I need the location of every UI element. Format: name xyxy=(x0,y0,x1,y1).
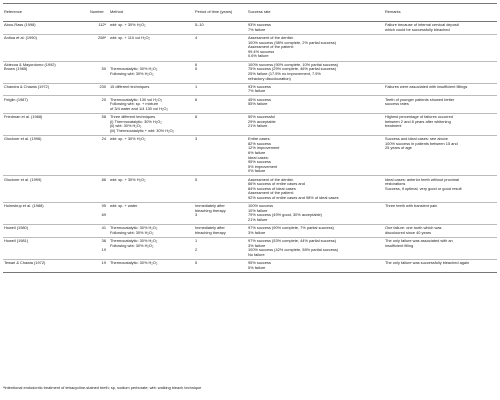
cell-reference-line: Anitua et al. (1990) xyxy=(4,36,37,41)
cell-method-line: Following wbt: sp. + mixture xyxy=(110,102,159,107)
cell-number-line: 258ᵃ xyxy=(98,36,106,41)
cell-method xyxy=(109,96,194,113)
cell-number xyxy=(89,61,109,83)
cell-remarks-line: Failures were associated with insufficient fillings xyxy=(385,84,468,89)
cell-reference-line: Howell (1980) xyxy=(4,226,29,231)
cell-success-rate-line: 82% success xyxy=(248,141,271,146)
table-row xyxy=(3,34,497,61)
table-row xyxy=(3,61,497,83)
cell-method-line: wbt: sp. + water xyxy=(110,204,138,209)
cell-method xyxy=(109,260,194,273)
cell-remarks-line xyxy=(385,63,496,68)
cell-reference xyxy=(3,136,89,176)
cell-remarks-line: Teeth of younger patients showed better xyxy=(385,97,455,102)
cell-method xyxy=(109,113,194,135)
cell-method-line: wbt: sp. + 30% H₂O₂ xyxy=(110,177,146,182)
cell-reference-line: Glockner et al. (1996) xyxy=(4,137,42,142)
cell-success-rate-line: 100% success (42% complete, 58% partial success) xyxy=(248,248,339,253)
cell-success-rate-line: 100% success (90% complete, 10% partial success) xyxy=(248,62,339,67)
table-row xyxy=(3,22,497,35)
cell-number xyxy=(89,34,109,61)
cell-method-line: 15 different techniques xyxy=(110,84,150,89)
cell-remarks xyxy=(384,225,497,238)
cell-reference-line: Feiglin (1987) xyxy=(4,97,28,102)
cell-success-rate-line: 5% failure xyxy=(248,265,266,270)
cell-success-rate xyxy=(247,136,384,176)
cell-reference-line: Friedman et al. (1988) xyxy=(4,115,43,120)
cell-reference xyxy=(3,96,89,113)
cell-number-line: 24 xyxy=(101,137,106,142)
cell-period xyxy=(194,113,247,135)
cell-success-rate xyxy=(247,34,384,61)
table-body xyxy=(3,22,497,273)
cell-success-rate-line: 79% success (49% good, 30% acceptable) xyxy=(248,213,322,218)
cell-method-line: of 3/4 water and 1/4 130 vol H₂O₂ xyxy=(110,106,168,111)
cell-success-rate-line: 45% success xyxy=(248,97,271,102)
cell-method-line: Thermocatalytic: 30% H₂O₂ xyxy=(110,67,158,72)
cell-success-rate-line: 21% failure xyxy=(248,124,268,129)
cell-success-rate-line: 29% acceptable xyxy=(248,119,276,124)
cell-method xyxy=(109,34,194,61)
cell-success-rate-line: 12% improvement xyxy=(248,146,280,151)
cell-remarks xyxy=(384,136,497,176)
cell-method xyxy=(109,22,194,35)
cell-period-line: 5 xyxy=(195,67,198,72)
cell-reference-line: Holmstrup et al. (1988) xyxy=(4,204,44,209)
cell-method-line: wbt: sp. + 110 vol H₂O₂ xyxy=(110,36,151,41)
cell-number xyxy=(89,113,109,135)
cell-method-line: Thermocatalytic: 30% H₂O₂ xyxy=(110,261,158,266)
table-row xyxy=(3,113,497,135)
cell-period xyxy=(194,136,247,176)
table-header-row xyxy=(3,4,497,22)
cell-remarks xyxy=(384,238,497,260)
cell-remarks-line: 25 years of age xyxy=(385,146,412,151)
cell-number xyxy=(89,136,109,176)
cell-reference-line: Aldecoa & Mayordomo (1992) xyxy=(4,62,56,67)
cell-method-line: Following wbt: 30% H₂O₂ xyxy=(110,230,154,235)
cell-period-line: 4 xyxy=(195,36,198,41)
cell-success-rate-line: 93% success xyxy=(248,84,271,89)
cell-success-rate-line: 97% success (90% complete, 7% partial success) xyxy=(248,226,334,231)
cell-number xyxy=(89,225,109,238)
cell-reference xyxy=(3,83,89,96)
cell-period-line: 1 xyxy=(195,239,198,244)
header-period: Period of time (years) xyxy=(194,4,247,22)
cell-success-rate-line: Assessment of the patient: xyxy=(248,191,294,196)
cell-remarks-line: restorations xyxy=(385,182,406,187)
cell-remarks-line: which could be successfully bleached xyxy=(385,27,450,32)
cell-remarks-line: The only failure was successfully bleached again xyxy=(385,261,470,266)
table-row xyxy=(3,238,497,260)
table-row xyxy=(3,83,497,96)
cell-period-line: 1 xyxy=(195,84,198,89)
cell-number xyxy=(89,83,109,96)
cell-number-line: 50 xyxy=(101,67,106,72)
cell-success-rate xyxy=(247,203,384,225)
table-row xyxy=(3,136,497,176)
cell-period xyxy=(194,22,247,35)
cell-method xyxy=(109,176,194,203)
cell-success-rate-line: 93% success xyxy=(248,23,271,28)
table-row xyxy=(3,203,497,225)
cell-success-rate-line: Assessment of the dentist: xyxy=(248,177,294,182)
cell-remarks-line: success rates xyxy=(385,102,409,107)
cell-period xyxy=(194,96,247,113)
cell-method-line: wbt: sp. + 30% H₂O₂ xyxy=(110,137,146,142)
cell-period xyxy=(194,238,247,260)
cell-method-line: (iii) Thermocatalytic + wbt: 30% H₂O₂ xyxy=(110,128,175,133)
cell-remarks-line: The only failure was associated with an xyxy=(385,239,453,244)
cell-number xyxy=(89,22,109,35)
cell-success-rate xyxy=(247,260,384,273)
cell-success-rate xyxy=(247,96,384,113)
cell-reference-line: Tewari & Chawla (1972) xyxy=(4,261,46,266)
cell-reference xyxy=(3,61,89,83)
cell-number-line: 36 xyxy=(101,239,106,244)
cell-method-line: Following wbt: 30% H₂O₂ xyxy=(110,243,154,248)
cell-method-line: Three different techniques xyxy=(110,115,156,120)
cell-remarks-line: Success and ideal cases: see above xyxy=(385,137,448,142)
cell-reference xyxy=(3,34,89,61)
table-row xyxy=(3,225,497,238)
cell-remarks-line: Success, if optimal, very good or good result xyxy=(385,186,462,191)
cell-success-rate-line: 7% failure xyxy=(248,27,266,32)
cell-remarks-line: discoloured since 40 years xyxy=(385,230,432,235)
cell-period-line: 5–10 xyxy=(195,23,204,28)
cell-success-rate-line: 97% success (53% complete, 44% partial success) xyxy=(248,239,337,244)
cell-success-rate-line: 0.6% failure xyxy=(248,54,269,59)
header-method: Method xyxy=(109,4,194,22)
cell-reference xyxy=(3,260,89,273)
cell-success-rate-line: 0% failure xyxy=(248,169,266,174)
cell-number xyxy=(89,238,109,260)
cell-method-line: (ii) wbt: 30% H₂O₂ xyxy=(110,124,142,129)
cell-period-line: Immediately after xyxy=(195,204,225,209)
cell-period-line: 5 xyxy=(195,177,198,182)
cell-period xyxy=(194,176,247,203)
cell-remarks xyxy=(384,203,497,225)
cell-success-rate-line: 10% failure xyxy=(248,208,268,213)
footnote: ᵃIntentional endodontic treatment of tetracycline-stained teeth; sp, sodium perborate; wbt: walking bleach technique xyxy=(3,385,202,390)
cell-success-rate-line: 6% failure xyxy=(248,150,266,155)
cell-number-line: 41 xyxy=(101,226,106,231)
cell-success-rate-line: 92% success of entire cases and 98% of ideal cases xyxy=(248,196,339,200)
cell-method-line: Thermocatalytic: 30% H₂O₂ xyxy=(110,239,158,244)
cell-number xyxy=(89,203,109,225)
cell-period-line: 5 xyxy=(195,261,198,266)
cell-remarks-line xyxy=(385,36,496,41)
cell-method-line: wbt: sp. + 30% H₂O₂ xyxy=(110,23,146,28)
cell-remarks xyxy=(384,113,497,135)
cell-success-rate xyxy=(247,83,384,96)
cell-method-line: (i) Thermocatalytic: 30% H₂O₂ xyxy=(110,119,162,124)
cell-remarks-line: 100% success in patients between 15 and xyxy=(385,141,458,146)
cell-number xyxy=(89,176,109,203)
cell-method-line: Following wbt: 30% H₂O₂ xyxy=(110,71,154,76)
cell-success-rate-line: Assessment of the patient: xyxy=(248,45,294,50)
cell-number-line: 19 xyxy=(101,261,106,266)
cell-success-rate-line: Entire cases: xyxy=(248,137,271,142)
cell-method xyxy=(109,238,194,260)
cell-period xyxy=(194,34,247,61)
cell-success-rate xyxy=(247,113,384,135)
cell-reference xyxy=(3,203,89,225)
cell-success-rate-line: 100% success (98% complete, 2% partial success) xyxy=(248,40,337,45)
cell-success-rate-line: 5% improvement xyxy=(248,164,278,169)
cell-success-rate-line: 55% failure xyxy=(248,102,268,107)
cell-success-rate-line: 99.4% success xyxy=(248,49,275,54)
cell-remarks xyxy=(384,260,497,273)
cell-success-rate-line: 25% failure (17.5% no improvement, 7.5% xyxy=(248,71,321,76)
cell-remarks-line: Highest percentage of failures occurred xyxy=(385,115,453,120)
cell-success-rate xyxy=(247,225,384,238)
header-number: Number xyxy=(89,4,109,22)
cell-reference-line: Howell (1981) xyxy=(4,239,29,244)
cell-number-line: 69 xyxy=(101,213,106,218)
cell-success-rate-line: 50% successful xyxy=(248,115,276,120)
cell-period-line: Immediately after xyxy=(195,226,225,231)
cell-period-line: 2 xyxy=(195,248,198,253)
cell-success-rate-line: 75% success (29% complete, 46% partial success) xyxy=(248,67,337,72)
results-table xyxy=(3,3,497,273)
cell-period-line: 6 xyxy=(195,62,198,67)
cell-success-rate-line: 3% failure xyxy=(248,230,266,235)
cell-success-rate-line: 66% success of entire cases and xyxy=(248,182,305,187)
cell-remarks xyxy=(384,22,497,35)
cell-number-line: 20 xyxy=(101,97,106,102)
cell-success-rate-line: 100% success xyxy=(248,204,274,209)
cell-method-line: Thermocatalytic: 130 vol H₂O₂ xyxy=(110,97,163,102)
cell-success-rate-line: 95% success xyxy=(248,160,271,165)
cell-success-rate xyxy=(247,238,384,260)
cell-remarks-line: treatment xyxy=(385,124,402,129)
cell-period-line: 8 xyxy=(195,115,198,120)
cell-success-rate-line: No failure xyxy=(248,253,265,257)
cell-number-line: 19 xyxy=(101,248,106,253)
cell-period-line: 6 xyxy=(195,97,198,102)
cell-success-rate-line: 95% success xyxy=(248,261,271,266)
cell-reference xyxy=(3,176,89,203)
cell-success-rate-line: Ideal cases: xyxy=(248,155,269,160)
cell-period-line: 3 xyxy=(195,137,198,142)
table-row xyxy=(3,260,497,273)
header-reference: Reference xyxy=(3,4,89,22)
cell-success-rate-line: 7% failure xyxy=(248,89,266,94)
header-success-rate: Success rate xyxy=(247,4,384,22)
cell-remarks-line: Failure because of internal cervical deposit xyxy=(385,23,459,28)
cell-success-rate-line: 3% failure xyxy=(248,243,266,248)
cell-number-line: 86 xyxy=(101,177,106,182)
cell-remarks-line: Ideal cases: anterior teeth without proximal xyxy=(385,177,459,182)
cell-success-rate-line: 21% failure xyxy=(248,218,268,223)
cell-success-rate-line: 84% success of ideal cases xyxy=(248,186,296,191)
cell-remarks xyxy=(384,61,497,83)
cell-remarks-line: Three teeth with transient pain xyxy=(385,204,438,209)
cell-number xyxy=(89,96,109,113)
cell-success-rate-line: Assessment of the dentist: xyxy=(248,36,294,41)
cell-method xyxy=(109,203,194,225)
cell-remarks xyxy=(384,96,497,113)
cell-method xyxy=(109,83,194,96)
cell-period xyxy=(194,225,247,238)
cell-remarks xyxy=(384,34,497,61)
cell-success-rate xyxy=(247,61,384,83)
cell-period-line: bleaching therapy xyxy=(195,230,226,235)
cell-period-line: 3 xyxy=(195,213,198,218)
cell-method xyxy=(109,136,194,176)
header-remarks: Remarks xyxy=(384,4,497,22)
cell-period xyxy=(194,260,247,273)
cell-reference xyxy=(3,113,89,135)
cell-reference xyxy=(3,225,89,238)
cell-reference-line: Abou-Rass (1998) xyxy=(4,23,36,28)
cell-number-line: 58 xyxy=(101,115,106,120)
cell-method-line: Thermocatalytic: 30% H₂O₂ xyxy=(110,226,158,231)
cell-remarks xyxy=(384,176,497,203)
cell-method xyxy=(109,225,194,238)
cell-period xyxy=(194,203,247,225)
cell-number-line: 95 xyxy=(101,204,106,209)
cell-number-line: 112ᵃ xyxy=(98,23,106,28)
cell-reference-line: Glockner et al. (1999) xyxy=(4,177,42,182)
cell-success-rate xyxy=(247,22,384,35)
cell-reference-line: Chandra & Chawla (1972) xyxy=(4,84,49,89)
cell-reference-line: Brown (1965) xyxy=(4,67,28,72)
cell-number xyxy=(89,260,109,273)
cell-reference xyxy=(3,238,89,260)
cell-period-line: bleaching therapy xyxy=(195,208,226,213)
cell-success-rate xyxy=(247,176,384,203)
cell-period xyxy=(194,83,247,96)
table-row xyxy=(3,96,497,113)
cell-number-line: 230 xyxy=(99,84,106,89)
cell-success-rate-line: refractory discolouration) xyxy=(248,76,291,81)
cell-remarks-line: One failure: one tooth which was xyxy=(385,226,442,231)
cell-period xyxy=(194,61,247,83)
table-row xyxy=(3,176,497,203)
cell-reference xyxy=(3,22,89,35)
cell-method xyxy=(109,61,194,83)
cell-remarks-line: insufficient filling xyxy=(385,243,414,248)
cell-remarks-line: between 2 and 8 years after whitening xyxy=(385,119,451,124)
cell-remarks xyxy=(384,83,497,96)
